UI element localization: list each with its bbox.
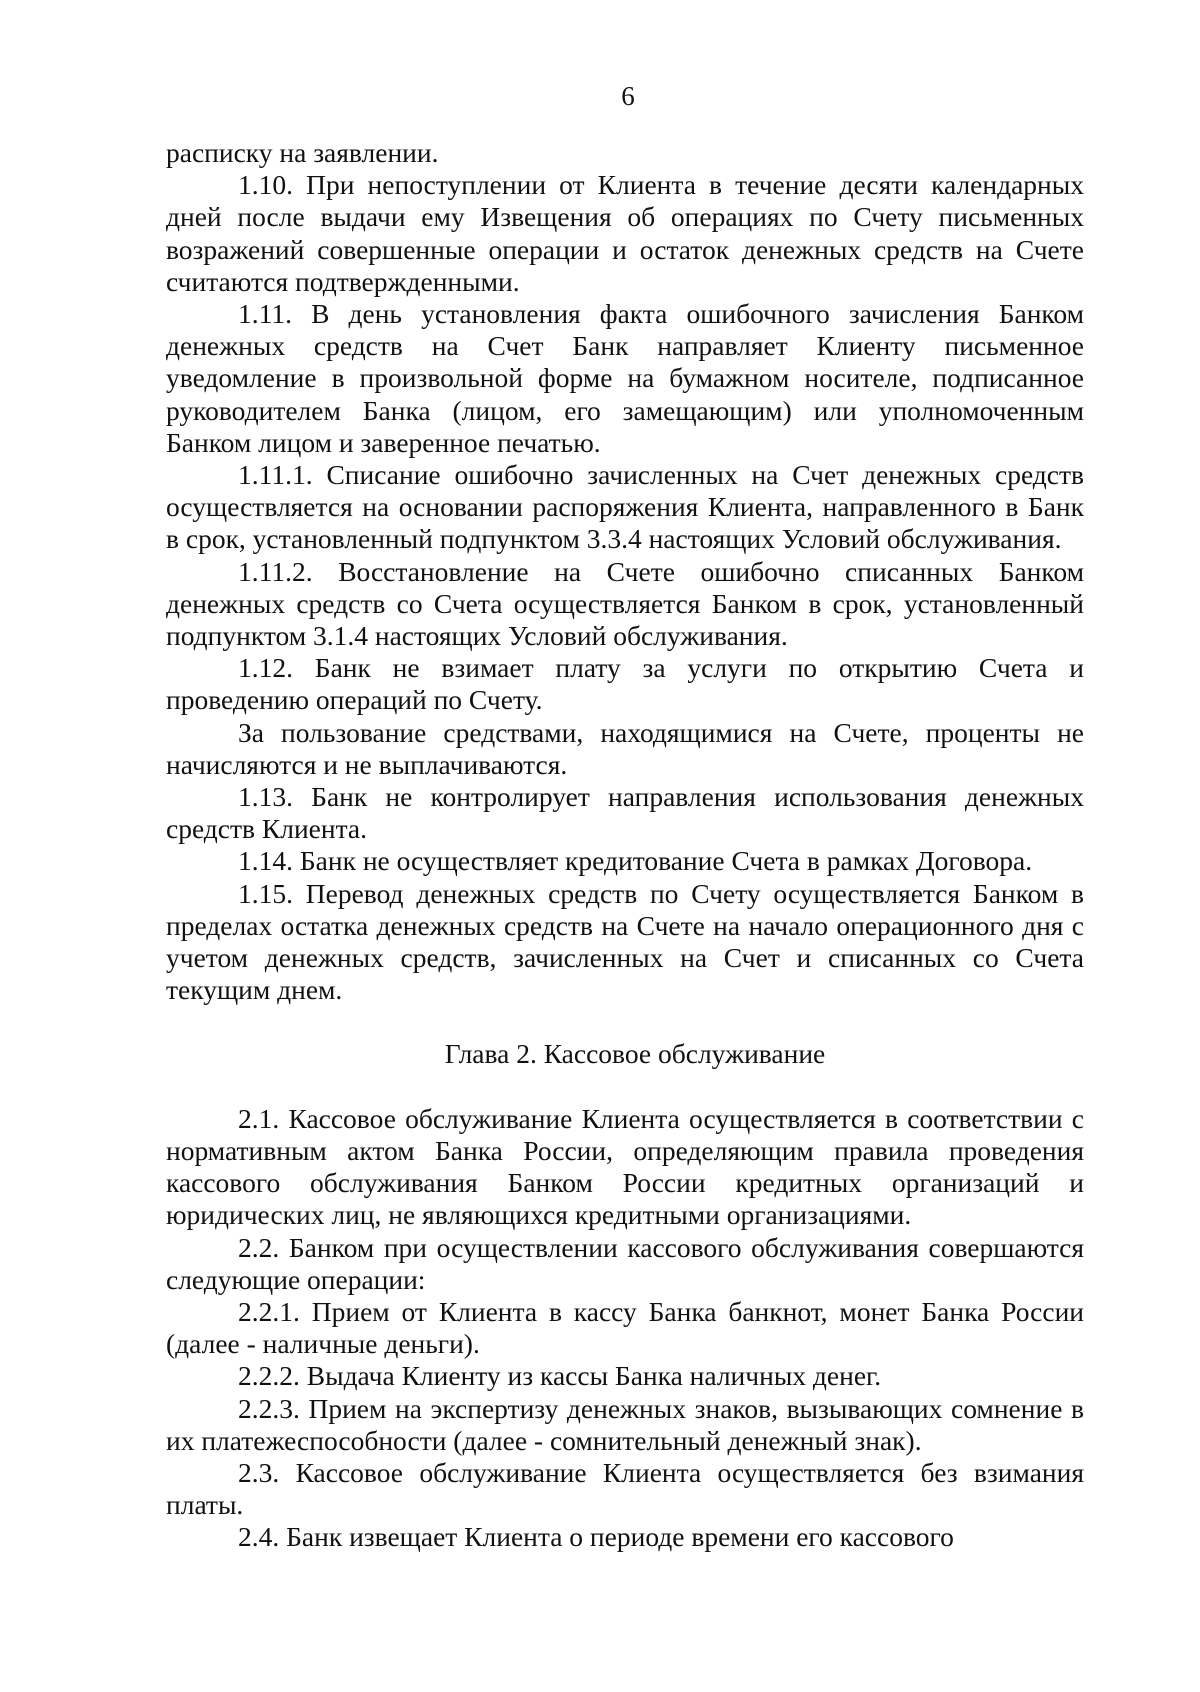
paragraph-1-10: 1.10. При непоступлении от Клиента в течение десяти календарных дней после выдачи ему Извещения об операциях по Счету письменных возражений совершенные операции и остаток денежных средств на Счете считаются подтвержденными. <box>166 169 1084 297</box>
paragraph-2-2-3: 2.2.3. Прием на экспертизу денежных знаков, вызывающих сомнение в их платежеспособности (далее - сомнительный денежный знак). <box>166 1392 1084 1456</box>
paragraph-1-11-2: 1.11.2. Восстановление на Счете ошибочно списанных Банком денежных средств со Счета осуществляется Банком в срок, установленный подпунктом 3.1.4 настоящих Условий обслуживания. <box>166 555 1084 652</box>
paragraph-2-2-1: 2.2.1. Прием от Клиента в кассу Банка банкнот, монет Банка России (далее - наличные деньги). <box>166 1295 1084 1360</box>
paragraph-1-11-1: 1.11.1. Списание ошибочно зачисленных на Счет денежных средств осуществляется на основании распоряжения Клиента, направленного в Банк в срок, установленный подпунктом 3.3.4 настоящих Условий обслуживания. <box>166 459 1084 555</box>
paragraph-2-3: 2.3. Кассовое обслуживание Клиента осуществляется без взимания платы. <box>166 1456 1084 1521</box>
paragraph-1-15: 1.15. Перевод денежных средств по Счету осуществляется Банком в пределах остатка денежных средств на Счете на начало операционного дня с учетом денежных средств, зачисленных на Счет и списанных со Счета текущим днем. <box>166 877 1084 1006</box>
chapter-heading: Глава 2. Кассовое обслуживание <box>444 1038 826 1070</box>
document-body <box>166 137 1084 1554</box>
paragraph-2-2: 2.2. Банком при осуществлении кассового обслуживания совершаются следующие операции: <box>166 1231 1084 1295</box>
paragraph-1-14: 1.14. Банк не осуществляет кредитование Счета в рамках Договора. <box>238 845 1033 877</box>
paragraph-2-4: 2.4. Банк извещает Клиента о периоде времени его кассового <box>238 1521 954 1553</box>
paragraph-continuation: расписку на заявлении. <box>166 137 439 168</box>
paragraph-1-11: 1.11. В день установления факта ошибочного зачисления Банком денежных средств на Счет Банк направляет Клиенту письменное уведомление в произвольной форме на бумажном носителе, подписанное руководителем Банка (лицом, его замещающим) или уполномоченным Банком лицом и заверенное печатью. <box>166 298 1084 458</box>
paragraph-1-13: 1.13. Банк не контролирует направления использования денежных средств Клиента. <box>166 781 1084 845</box>
paragraph-1-12: 1.12. Банк не взимает плату за услуги по открытию Счета и проведению операций по Счету. <box>166 652 1084 716</box>
paragraph-2-1: 2.1. Кассовое обслуживание Клиента осуществляется в соответствии с нормативным актом Банка России, определяющим правила проведения кассового обслуживания Банком России кредитных организаций и юридических лиц, не являющихся кредитными организациями. <box>166 1102 1084 1231</box>
paragraph-2-2-2: 2.2.2. Выдача Клиенту из кассы Банка наличных денег. <box>238 1360 882 1392</box>
paragraph-interest: За пользование средствами, находящимися на Счете, проценты не начисляются и не выплачиваются. <box>166 716 1084 780</box>
page-number: 6 <box>621 81 635 111</box>
